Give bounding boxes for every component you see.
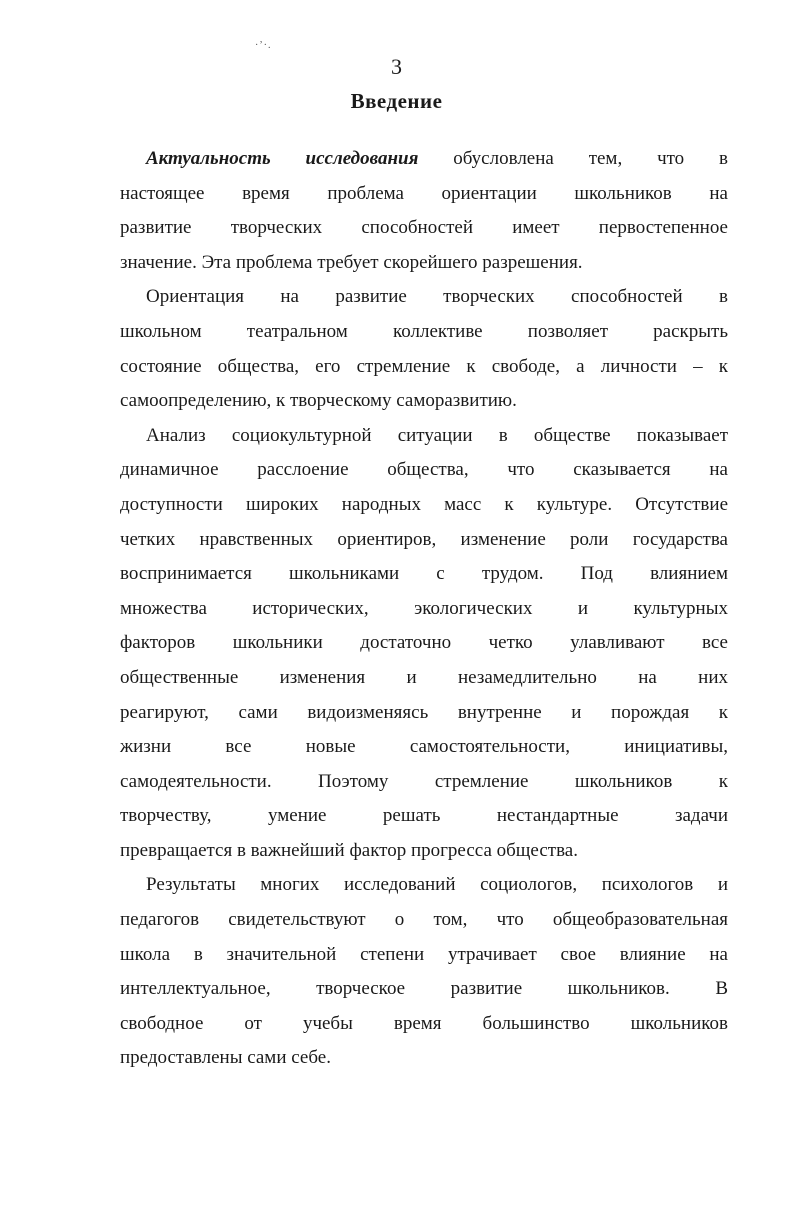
text-line: самоопределению, к творческому саморазвитию. bbox=[120, 390, 517, 412]
text-line: педагогов свидетельствуют о том, что общеобразовательная bbox=[120, 909, 728, 931]
text-line: творчеству, умение решать нестандартные задачи bbox=[120, 805, 728, 827]
paragraph-analysis bbox=[120, 419, 728, 869]
text-line: реагируют, сами видоизменяясь внутренне и порождая к bbox=[120, 701, 728, 723]
text-line: свободное от учебы время большинство школьников bbox=[120, 1012, 728, 1034]
body-text bbox=[120, 142, 728, 1076]
page-number: 3 bbox=[391, 54, 402, 79]
scan-speck: ·’·. bbox=[255, 40, 272, 51]
text-line: школа в значительной степени утрачивает свое влияние на bbox=[120, 943, 728, 965]
paragraph-relevance bbox=[120, 142, 728, 280]
page-title: Введение bbox=[350, 89, 443, 113]
text-line: множества исторических, экологических и культурных bbox=[120, 597, 728, 619]
emphasis-term: Актуальность исследования bbox=[146, 148, 419, 169]
text-line: развитие творческих способностей имеет первостепенное bbox=[120, 217, 728, 239]
text-line: факторов школьники достаточно четко улавливают все bbox=[120, 632, 728, 654]
text-line: самодеятельности. Поэтому стремление школьников к bbox=[120, 770, 728, 792]
text-line: Ориентация на развитие творческих способностей в bbox=[146, 286, 728, 308]
paragraph-results bbox=[120, 868, 728, 1076]
text-line: состояние общества, его стремление к свободе, а личности – к bbox=[120, 355, 728, 377]
text-line: общественные изменения и незамедлительно на них bbox=[120, 666, 728, 688]
paragraph-orientation bbox=[120, 280, 728, 418]
text-line: Анализ социокультурной ситуации в обществе показывает bbox=[146, 424, 728, 446]
text-line: жизни все новые самостоятельности, инициативы, bbox=[120, 736, 728, 758]
text-line: предоставлены сами себе. bbox=[120, 1047, 331, 1069]
text-line: превращается в важнейший фактор прогресса общества. bbox=[120, 839, 578, 861]
text-line: значение. Эта проблема требует скорейшего разрешения. bbox=[120, 251, 583, 273]
text-line: интеллектуальное, творческое развитие школьников. В bbox=[120, 978, 728, 1000]
text-line: школьном театральном коллективе позволяет раскрыть bbox=[120, 320, 728, 342]
text-line: воспринимается школьниками с трудом. Под влиянием bbox=[120, 563, 728, 585]
text-line bbox=[120, 142, 728, 177]
text-line: Результаты многих исследований социологов, психологов и bbox=[146, 874, 728, 896]
text-line: доступности широких народных масс к культуре. Отсутствие bbox=[120, 493, 728, 515]
text-line: динамичное расслоение общества, что сказывается на bbox=[120, 459, 728, 481]
text-line: четких нравственных ориентиров, изменение роли государства bbox=[120, 528, 728, 550]
text-line: настоящее время проблема ориентации школьников на bbox=[120, 182, 728, 204]
line-text: обусловлена тем, что в bbox=[418, 148, 729, 169]
